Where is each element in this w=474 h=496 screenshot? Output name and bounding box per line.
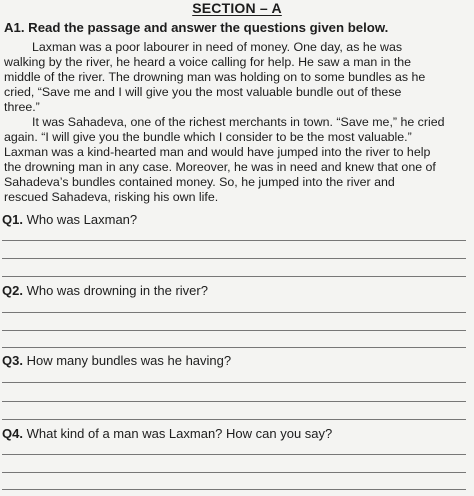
section-title-text: SECTION – A <box>192 0 282 16</box>
answer-line[interactable] <box>2 401 466 402</box>
passage-line: Sahadeva’s bundles contained money. So, he jumped into the river and <box>4 175 395 189</box>
passage-paragraph-1 <box>4 40 468 115</box>
answer-line[interactable] <box>2 382 466 383</box>
answer-line[interactable] <box>2 312 466 313</box>
question-text: Who was drowning in the river? <box>26 283 208 298</box>
instruction-heading: A1. Read the passage and answer the questions given below. <box>4 20 389 35</box>
question-2 <box>2 283 208 298</box>
answer-line[interactable] <box>2 240 466 241</box>
question-3 <box>2 353 231 368</box>
answer-line[interactable] <box>2 258 466 259</box>
passage-line: Laxman was a kind-hearted man and would have jumped into the river to help <box>4 145 431 159</box>
answer-line[interactable] <box>2 276 466 277</box>
answer-line[interactable] <box>2 419 466 420</box>
passage-line: cried, “Save me and I will give you the most valuable bundle out of these <box>4 85 402 99</box>
passage-line: again. “I will give you the bundle which I consider to be the most valuable.” <box>4 130 412 144</box>
question-number: Q2. <box>2 283 23 298</box>
passage-line: middle of the river. The drowning man was holding on to some bundles as he <box>4 70 426 84</box>
question-1 <box>2 212 137 227</box>
question-text: How many bundles was he having? <box>26 353 232 368</box>
answer-line[interactable] <box>2 454 466 455</box>
passage-line: rescued Sahadeva, risking his own life. <box>4 190 219 204</box>
question-number: Q3. <box>2 353 23 368</box>
question-text: Who was Laxman? <box>26 212 138 227</box>
section-title <box>0 0 474 16</box>
answer-line[interactable] <box>2 330 466 331</box>
passage-line: It was Sahadeva, one of the richest merchants in town. “Save me,” he cried <box>32 115 445 129</box>
passage-line: walking by the river, he heard a voice calling for help. He saw a man in the <box>4 55 412 69</box>
answer-line[interactable] <box>2 472 466 473</box>
answer-line[interactable] <box>2 489 466 490</box>
passage-line: Laxman was a poor labourer in need of money. One day, as he was <box>32 40 403 54</box>
passage-line: three.” <box>4 100 40 114</box>
question-number: Q1. <box>2 212 23 227</box>
question-text: What kind of a man was Laxman? How can you say? <box>26 426 333 441</box>
question-number: Q4. <box>2 426 23 441</box>
passage-line: the drowning man in any case. Moreover, he was in need and knew that one of <box>4 160 436 174</box>
question-4 <box>2 426 332 441</box>
passage-paragraph-2 <box>4 115 468 205</box>
answer-line[interactable] <box>2 347 466 348</box>
